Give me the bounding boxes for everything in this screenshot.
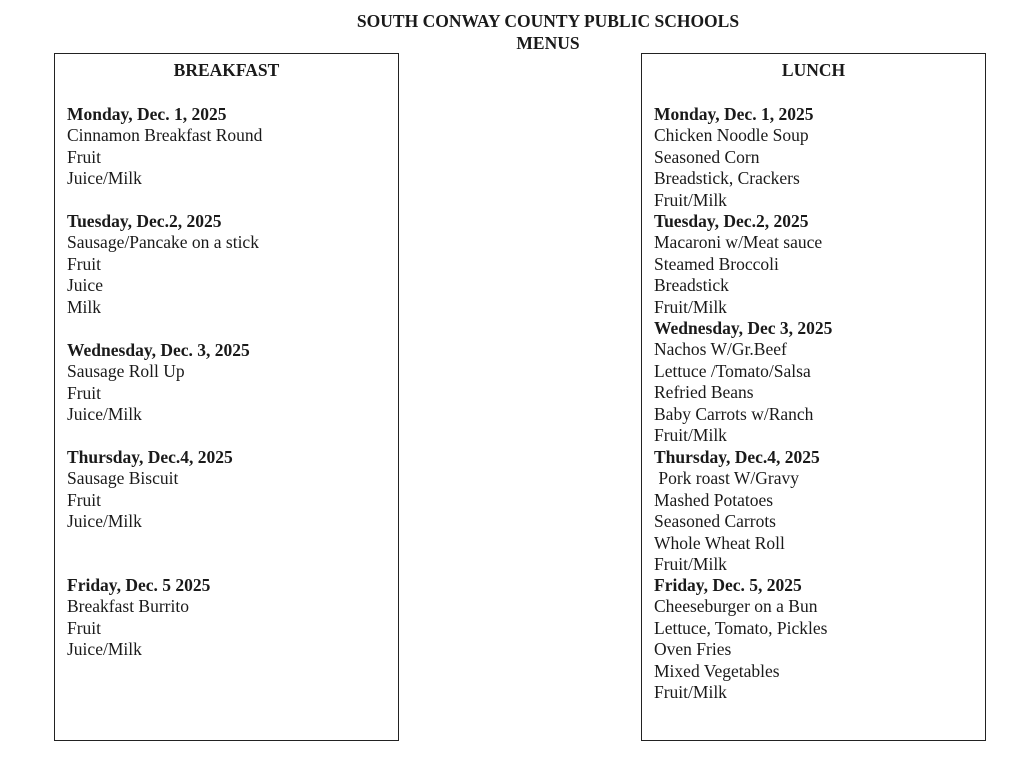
- menu-item: Fruit: [67, 253, 102, 274]
- menu-item: Oven Fries: [654, 639, 732, 660]
- lunch-day-wednesday: [654, 318, 974, 446]
- breakfast-menu-box: [54, 53, 399, 741]
- menu-item: Fruit: [67, 146, 102, 167]
- menu-item: Juice/Milk: [67, 639, 142, 660]
- lunch-day-friday: [654, 575, 974, 703]
- day-title: Monday, Dec. 1, 2025: [654, 104, 814, 124]
- day-title: Friday, Dec. 5, 2025: [654, 575, 802, 595]
- menu-item: Sausage Biscuit: [67, 468, 179, 489]
- menu-item: Juice: [67, 275, 103, 296]
- menu-item: Breadstick, Crackers: [654, 168, 800, 189]
- menu-item: Sausage/Pancake on a stick: [67, 232, 259, 253]
- menu-item: Fruit/Milk: [654, 425, 727, 446]
- day-title: Monday, Dec. 1, 2025: [67, 104, 227, 124]
- menu-item: Fruit: [67, 382, 102, 403]
- day-title: Wednesday, Dec 3, 2025: [654, 318, 833, 338]
- menu-item: Fruit/Milk: [654, 296, 727, 317]
- page-title: [18, 10, 1024, 54]
- menu-item: Milk: [67, 296, 102, 317]
- menu-item: Lettuce, Tomato, Pickles: [654, 617, 828, 638]
- menu-item: Juice/Milk: [67, 404, 142, 425]
- menu-item: Breakfast Burrito: [67, 596, 189, 617]
- day-title: Thursday, Dec.4, 2025: [654, 447, 820, 467]
- menu-item: Whole Wheat Roll: [654, 532, 785, 553]
- breakfast-day-monday: [67, 104, 387, 190]
- menu-item: Fruit/Milk: [654, 189, 727, 210]
- menu-item: Mashed Potatoes: [654, 489, 774, 510]
- breakfast-day-friday: [67, 575, 387, 661]
- day-title: Wednesday, Dec. 3, 2025: [67, 340, 250, 360]
- menu-item: Nachos W/Gr.Beef: [654, 339, 787, 360]
- menu-item: Lettuce /Tomato/Salsa: [654, 360, 811, 381]
- breakfast-heading: BREAKFAST: [173, 60, 280, 80]
- menu-item: Sausage Roll Up: [67, 361, 185, 382]
- menu-item: Fruit/Milk: [654, 554, 727, 575]
- lunch-menu-box: [641, 53, 986, 741]
- menu-item: Baby Carrots w/Ranch: [654, 403, 814, 424]
- menu-item: Fruit/Milk: [654, 682, 727, 703]
- day-title: Thursday, Dec.4, 2025: [67, 447, 233, 467]
- menu-item: Refried Beans: [654, 382, 754, 403]
- menu-item: Juice/Milk: [67, 168, 142, 189]
- menus-subtitle: MENUS: [516, 33, 580, 53]
- menu-item: Breadstick: [654, 275, 729, 296]
- lunch-day-monday: [654, 104, 974, 211]
- menu-item: Fruit: [67, 617, 102, 638]
- menu-item: Steamed Broccoli: [654, 253, 779, 274]
- lunch-day-thursday: [654, 447, 974, 575]
- menu-item: Macaroni w/Meat sauce: [654, 232, 823, 253]
- menu-item: Seasoned Corn: [654, 146, 760, 167]
- menu-item: Cinnamon Breakfast Round: [67, 125, 263, 146]
- breakfast-day-wednesday: [67, 340, 387, 426]
- menu-item: Fruit: [67, 489, 102, 510]
- day-title: Tuesday, Dec.2, 2025: [67, 211, 222, 231]
- day-title: Tuesday, Dec.2, 2025: [654, 211, 809, 231]
- breakfast-day-thursday: [67, 447, 387, 533]
- menu-item: Juice/Milk: [67, 511, 142, 532]
- menu-item: Pork roast W/Gravy: [654, 468, 799, 489]
- menu-item: Chicken Noodle Soup: [654, 125, 809, 146]
- day-title: Friday, Dec. 5 2025: [67, 575, 211, 595]
- menu-item: Mixed Vegetables: [654, 660, 780, 681]
- district-name: SOUTH CONWAY COUNTY PUBLIC SCHOOLS: [356, 11, 740, 31]
- lunch-heading: LUNCH: [781, 60, 846, 80]
- breakfast-day-tuesday: [67, 211, 387, 318]
- lunch-day-tuesday: [654, 211, 974, 318]
- menu-item: Cheeseburger on a Bun: [654, 596, 818, 617]
- menu-item: Seasoned Carrots: [654, 511, 776, 532]
